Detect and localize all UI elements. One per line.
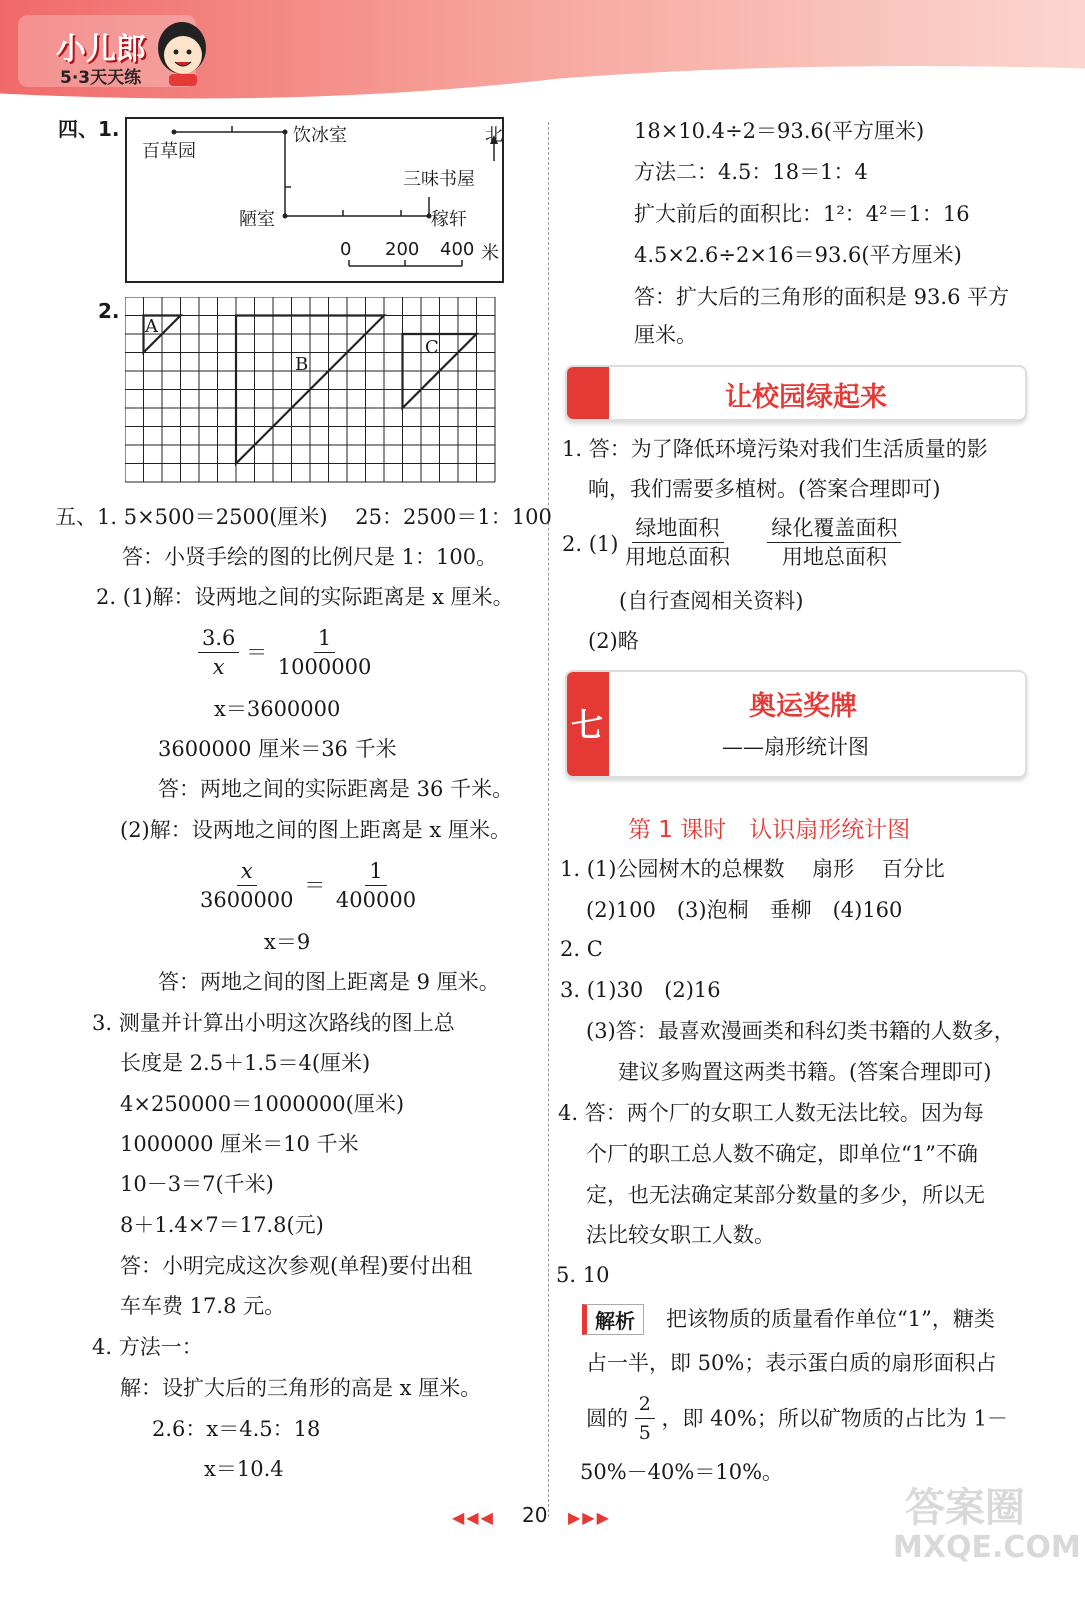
answer-3: 2. C bbox=[560, 937, 603, 961]
eq2-n2: 1 bbox=[365, 857, 386, 886]
analysis-prefix: 圆的 bbox=[586, 1406, 628, 1431]
q5-line-2: 答：小贤手绘的图的比例尺是 1：100。 bbox=[122, 545, 498, 569]
line-a-3: 答：两地之间的实际距离是 36 千米。 bbox=[158, 777, 514, 801]
north-label: 北 bbox=[485, 125, 503, 146]
place-sanweishuwu: 三味书屋 bbox=[403, 169, 475, 190]
place-jiaxuan: 稼轩 bbox=[431, 209, 467, 230]
section-banner-unit7 bbox=[565, 670, 1027, 778]
analysis-tag: 解析 bbox=[582, 1304, 644, 1335]
eq2-d2: 400000 bbox=[335, 888, 417, 912]
line-b-7: 10－3＝7(千米) bbox=[120, 1172, 274, 1196]
frac-a-bot: 用地总面积 bbox=[625, 545, 730, 569]
q5-line-3: 2. (1)解：设两地之间的实际距离是 x 厘米。 bbox=[96, 585, 514, 609]
line-b-13: 2.6：x＝4.5：18 bbox=[152, 1417, 321, 1441]
answer-4: 3. (1)30 (2)16 bbox=[560, 978, 721, 1002]
equation-2: $\frac{x}{3600000}$ ＝ $\frac{1}{400000}$ bbox=[196, 857, 420, 914]
right-top-2: 方法二：4.5：18＝1：4 bbox=[634, 160, 868, 184]
green-after-1: (自行查阅相关资料) bbox=[619, 589, 804, 613]
line-b-9: 答：小明完成这次参观(单程)要付出租 bbox=[120, 1254, 473, 1278]
answer-6: 建议多购置这两类书籍。(答案合理即可) bbox=[618, 1060, 992, 1084]
line-b-11: 4. 方法一： bbox=[92, 1335, 203, 1359]
line-b-3: 3. 测量并计算出小明这次路线的图上总 bbox=[92, 1011, 455, 1035]
answer-9: 定，也无法确定某部分数量的多少，所以无 bbox=[586, 1183, 985, 1207]
lesson-title: 第 1 课时 认识扇形统计图 bbox=[628, 817, 911, 843]
answer-5: (3)答：最喜欢漫画类和科幻类书籍的人数多， bbox=[586, 1019, 1015, 1043]
frac-b-bot: 用地总面积 bbox=[781, 545, 887, 569]
analysis-frac-top: 2 bbox=[635, 1390, 655, 1419]
banner-tab bbox=[567, 367, 609, 419]
scale-400: 400 bbox=[440, 239, 475, 260]
frac-b-top: 绿化覆盖面积 bbox=[767, 514, 901, 543]
unit-number: 七 bbox=[571, 706, 604, 744]
q4-label: 四、1. bbox=[58, 117, 120, 141]
next-arrows-icon: ▶▶▶ bbox=[568, 1508, 611, 1527]
analysis-frac-bot: 5 bbox=[638, 1422, 651, 1444]
place-loushi: 陋室 bbox=[239, 209, 275, 230]
green-after-2: (2)略 bbox=[588, 629, 639, 653]
route-map bbox=[125, 117, 504, 283]
q2-label: 2. (1) bbox=[562, 532, 619, 556]
analysis-suffix: ，即 40%；所以矿物质的占比为 1－ bbox=[661, 1406, 1008, 1431]
equation-1: $\frac{3.6}{x}$ ＝ $\frac{1}{1000000}$ bbox=[198, 624, 375, 681]
header-band bbox=[0, 0, 1085, 118]
right-top-5: 答：扩大后的三角形的面积是 93.6 平方 bbox=[634, 285, 1010, 309]
line-a-1: x＝3600000 bbox=[214, 697, 341, 721]
page-number: 20 bbox=[522, 1503, 548, 1527]
section-banner-green bbox=[565, 365, 1027, 421]
eq1-d2: 1000000 bbox=[277, 655, 372, 679]
answer-1: 1. (1)公园树木的总棵数 扇形 百分比 bbox=[560, 857, 945, 881]
scale-200: 200 bbox=[385, 239, 420, 260]
answer-11: 5. 10 bbox=[556, 1263, 610, 1287]
q5-line-1: 五、1. 5×500＝2500(厘米) 25：2500＝1：100 bbox=[55, 505, 552, 529]
grid-label-a: A bbox=[145, 316, 158, 337]
analysis-line-4: 50%－40%＝10%。 bbox=[580, 1460, 784, 1484]
eq1-n2: 1 bbox=[314, 624, 335, 653]
right-top-4: 4.5×2.6÷2×16＝93.6(平方厘米) bbox=[634, 243, 962, 267]
place-yinbingshi: 饮冰室 bbox=[293, 125, 347, 146]
series-name: 5·3天天练 bbox=[60, 68, 142, 88]
grid-label-c: C bbox=[425, 337, 439, 358]
grid-figure bbox=[125, 297, 497, 483]
right-top-1: 18×10.4÷2＝93.6(平方厘米) bbox=[634, 119, 925, 143]
line-a-2: 3600000 厘米＝36 千米 bbox=[158, 737, 397, 761]
line-b-4: 长度是 2.5＋1.5＝4(厘米) bbox=[120, 1051, 371, 1075]
line-b-5: 4×250000＝1000000(厘米) bbox=[120, 1092, 405, 1116]
q4-2-label: 2. bbox=[98, 299, 120, 323]
line-b-1: x＝9 bbox=[264, 930, 311, 954]
grid-label-b: B bbox=[295, 354, 309, 375]
eq2-d1: 3600000 bbox=[200, 888, 294, 912]
right-top-6: 厘米。 bbox=[634, 323, 697, 347]
banner-title-green: 让校园绿起来 bbox=[725, 382, 887, 413]
line-b-2: 答：两地之间的图上距离是 9 厘米。 bbox=[158, 970, 500, 994]
green-line-2: 响，我们需要多植树。(答案合理即可) bbox=[588, 477, 941, 501]
watermark-url: MXQE.COM bbox=[893, 1530, 1081, 1565]
analysis-line-2: 占一半，即 50%；表示蛋白质的扇形面积占 bbox=[586, 1351, 997, 1375]
analysis-line-3 bbox=[586, 1390, 1008, 1447]
line-b-12: 解：设扩大后的三角形的高是 x 厘米。 bbox=[120, 1376, 482, 1400]
eq2-n1: x bbox=[237, 857, 257, 886]
answer-2: (2)100 (3)泡桐 垂柳 (4)160 bbox=[586, 898, 903, 922]
column-divider bbox=[548, 122, 549, 1517]
line-b-8: 8＋1.4×7＝17.8(元) bbox=[120, 1213, 324, 1237]
answer-7: 4. 答：两个厂的女职工人数无法比较。因为每 bbox=[558, 1101, 984, 1125]
answer-8: 个厂的职工总人数不确定，即单位“1”不确 bbox=[586, 1142, 978, 1166]
green-line-1: 1. 答：为了降低环境污染对我们生活质量的影 bbox=[562, 437, 988, 461]
place-baicaoyuan: 百草园 bbox=[142, 141, 196, 162]
brand-logo: 小儿郎 bbox=[56, 32, 146, 67]
prev-arrows-icon: ◀◀◀ bbox=[452, 1508, 495, 1527]
eq1-n1: 3.6 bbox=[198, 624, 239, 653]
answer-10: 法比较女职工人数。 bbox=[586, 1223, 775, 1247]
grid-lines bbox=[125, 297, 497, 483]
line-b-6: 1000000 厘米＝10 千米 bbox=[120, 1132, 359, 1156]
line-b-10: 车车费 17.8 元。 bbox=[120, 1294, 286, 1318]
watermark-logo: 答案圈 bbox=[905, 1485, 1025, 1531]
scale-unit: 米 bbox=[481, 243, 499, 264]
analysis-line-1: 把该物质的质量看作单位“1”，糖类 bbox=[666, 1307, 995, 1331]
banner-title-unit7: 奥运奖牌 bbox=[749, 691, 857, 722]
scale-0: 0 bbox=[340, 239, 352, 260]
line-a-4: (2)解：设两地之间的图上距离是 x 厘米。 bbox=[120, 818, 511, 842]
right-top-3: 扩大前后的面积比：1²：4²＝1：16 bbox=[634, 202, 970, 226]
green-fractions bbox=[621, 514, 901, 571]
banner-subtitle: ——扇形统计图 bbox=[722, 735, 869, 759]
eq1-d1: x bbox=[212, 655, 225, 679]
frac-a-top: 绿地面积 bbox=[632, 514, 724, 543]
line-b-14: x＝10.4 bbox=[204, 1457, 284, 1481]
